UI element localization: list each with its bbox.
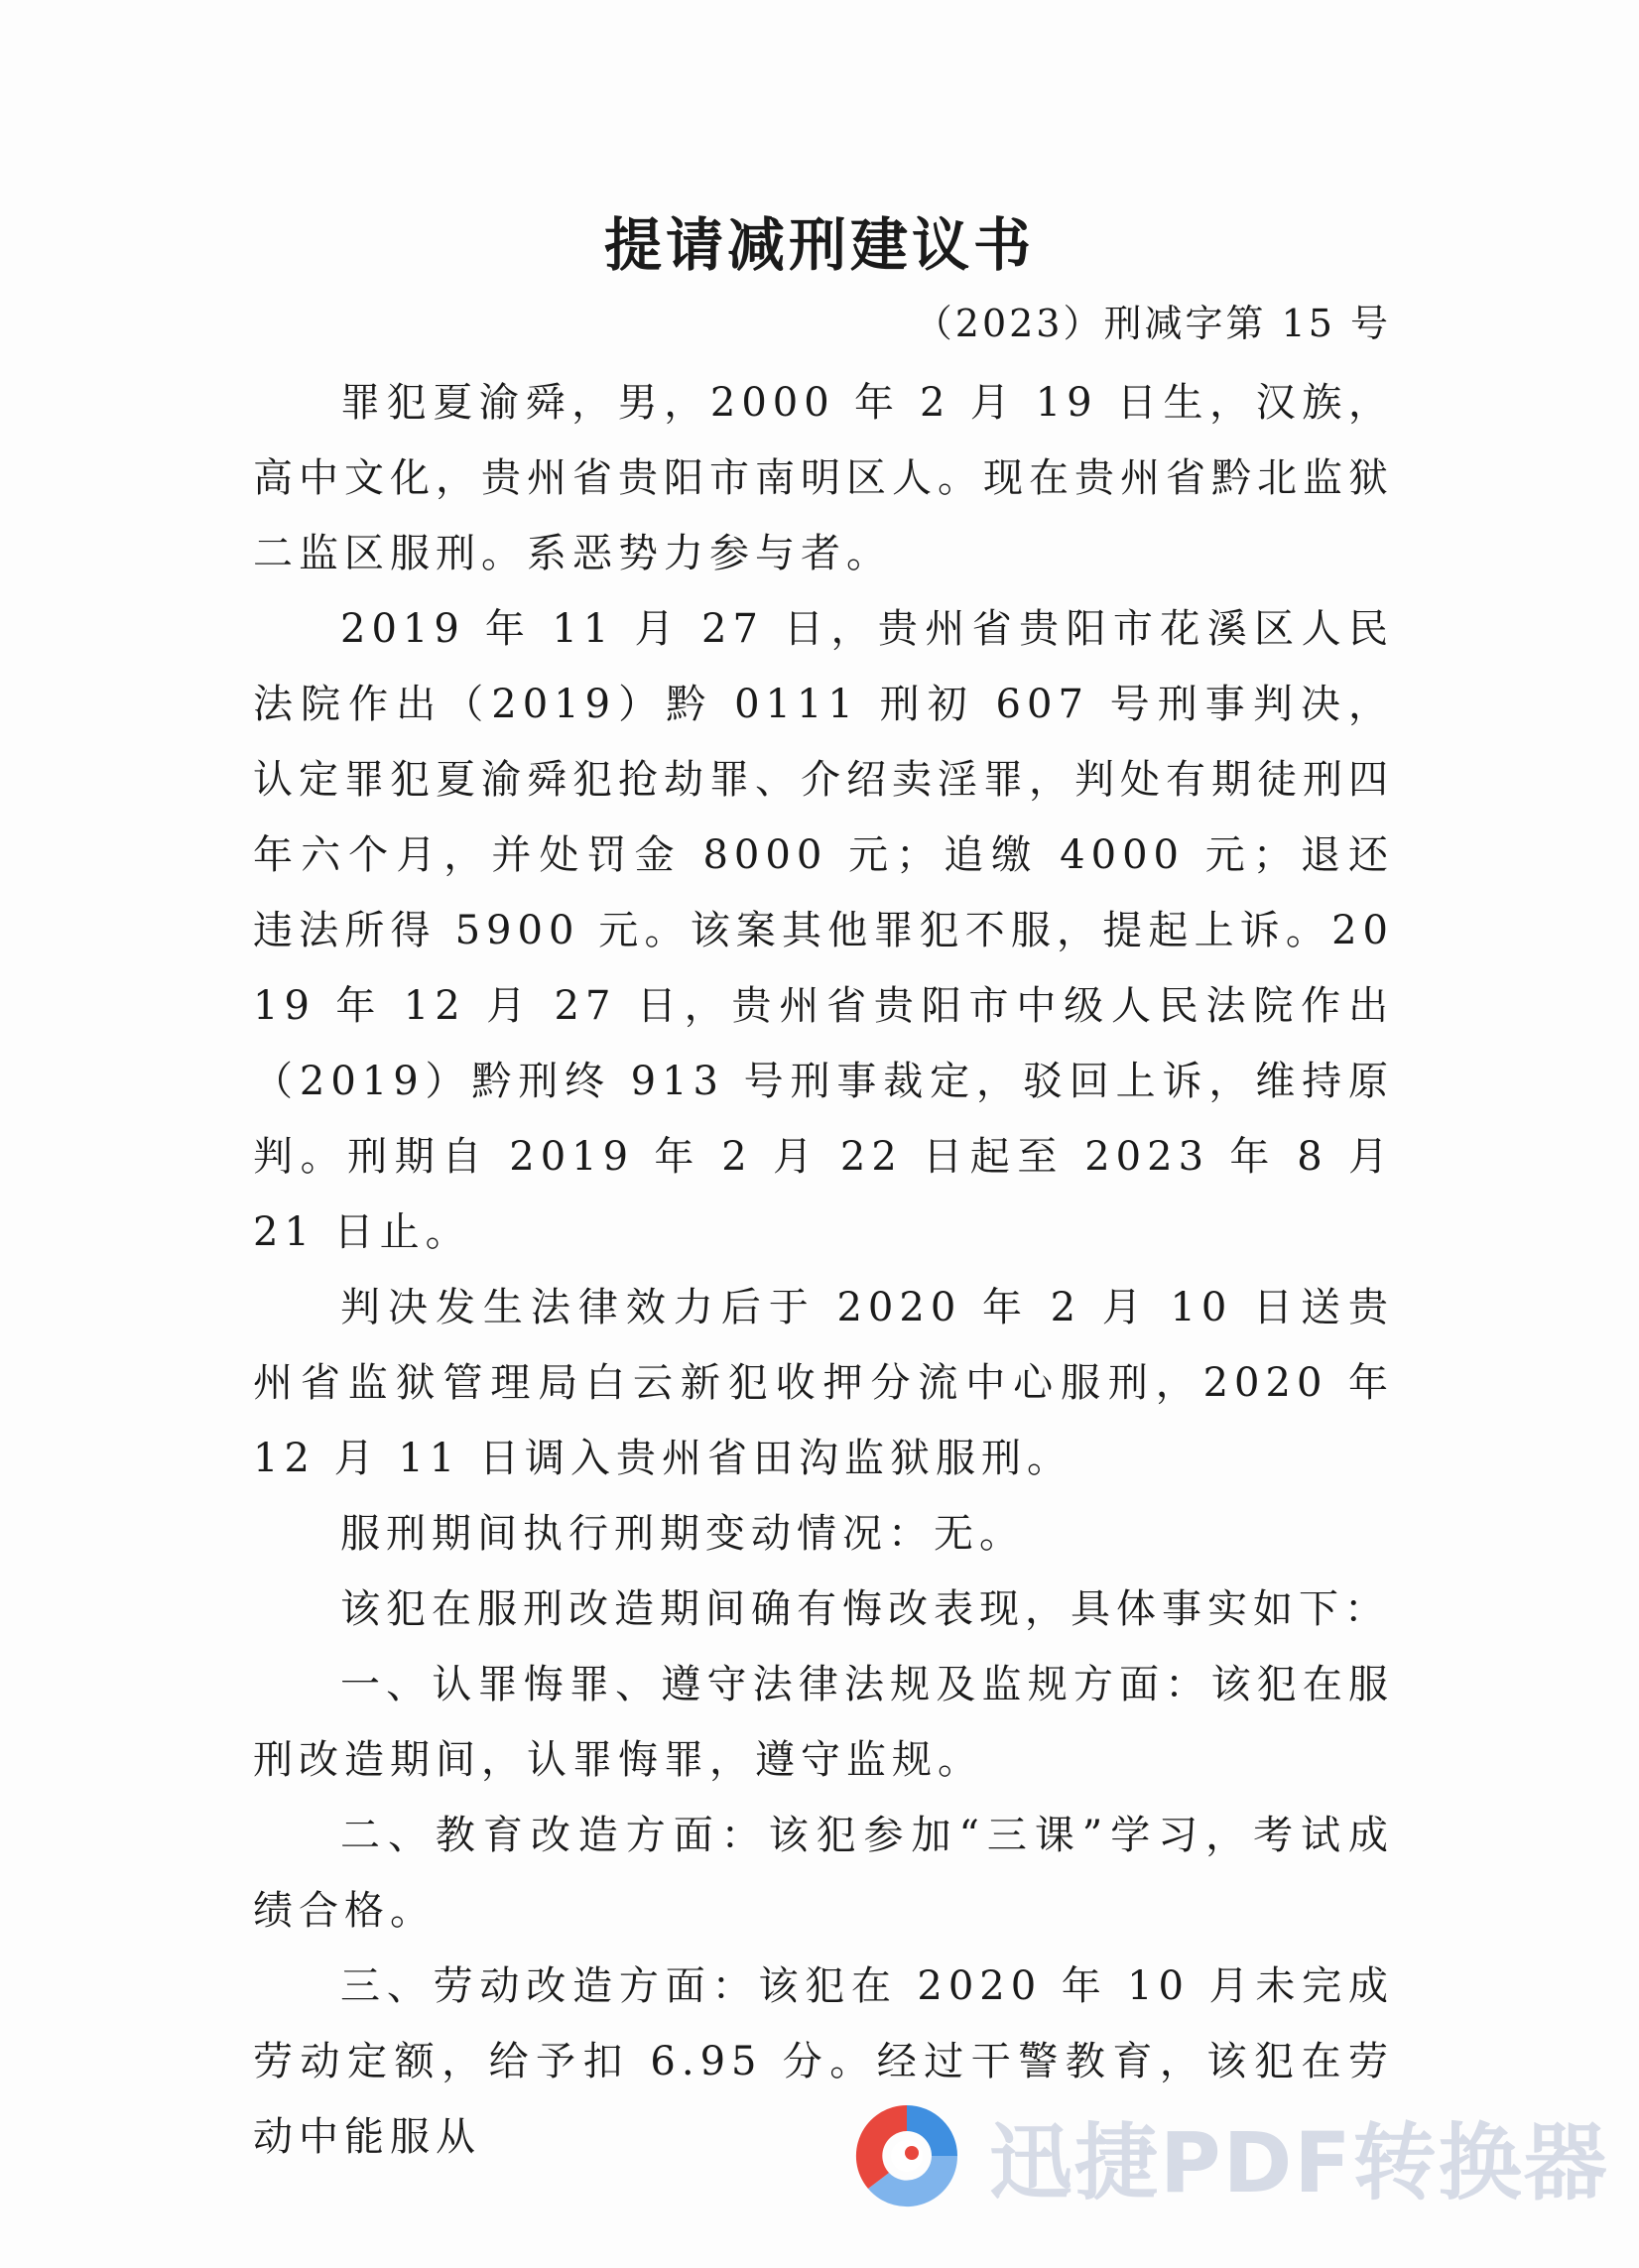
paragraph-transfer: 判决发生法律效力后于 2020 年 2 月 10 日送贵州省监狱管理局白云新犯收押分流中心服刑，2020 年 12 月 11 日调入贵州省田沟监狱服刑。 — [253, 1285, 1394, 1481]
paragraph-obey-rules: 一、认罪悔罪、遵守法律法规及监规方面：该犯在服刑改造期间，认罪悔罪，遵守监规。 — [253, 1662, 1394, 1783]
pdf-converter-logo-icon — [848, 2097, 965, 2214]
paragraph-repentance-intro: 该犯在服刑改造期间确有悔改表现，具体事实如下： — [340, 1586, 1390, 1632]
document-number: （2023）刑减字第 15 号 — [914, 302, 1391, 345]
paragraph-judgment: 2019 年 11 月 27 日，贵州省贵阳市花溪区人民法院作出（2019）黔 0111 刑初 607 号刑事判决，认定罪犯夏渝舜犯抢劫罪、介绍卖淫罪，判处有期徒刑四年六个月，并处罚金 8000 元；追缴 4000 元；退还违法所得 5900 元。该案其他罪犯不服，提起上诉。2019 年 12 月 27 日，贵州省贵阳市中级人民法院作出（2019）黔刑终 913 号刑事裁定，驳回上诉，维持原判。刑期自 2019 年 2 月 22 日起至 2023 年 8 月 21 日止。 — [253, 606, 1394, 1255]
paragraph-sentence-change: 服刑期间执行刑期变动情况：无。 — [340, 1511, 1025, 1557]
watermark — [848, 2101, 1609, 2210]
paragraph-labor: 三、劳动改造方面：该犯在 2020 年 10 月未完成劳动定额，给予扣 6.95 分。经过干警教育，该犯在劳动中能服从 — [253, 1963, 1394, 2160]
watermark-text: 迅捷PDF转换器 — [989, 2113, 1609, 2211]
paragraph-criminal-info: 罪犯夏渝舜，男，2000 年 2 月 19 日生，汉族，高中文化，贵州省贵阳市南明区人。现在贵州省黔北监狱二监区服刑。系恶势力参与者。 — [253, 380, 1394, 576]
document-body — [253, 365, 1394, 2175]
document-title: 提请减刑建议书 — [603, 211, 1035, 279]
paragraph-education: 二、教育改造方面：该犯参加“三课”学习，考试成绩合格。 — [253, 1813, 1394, 1934]
